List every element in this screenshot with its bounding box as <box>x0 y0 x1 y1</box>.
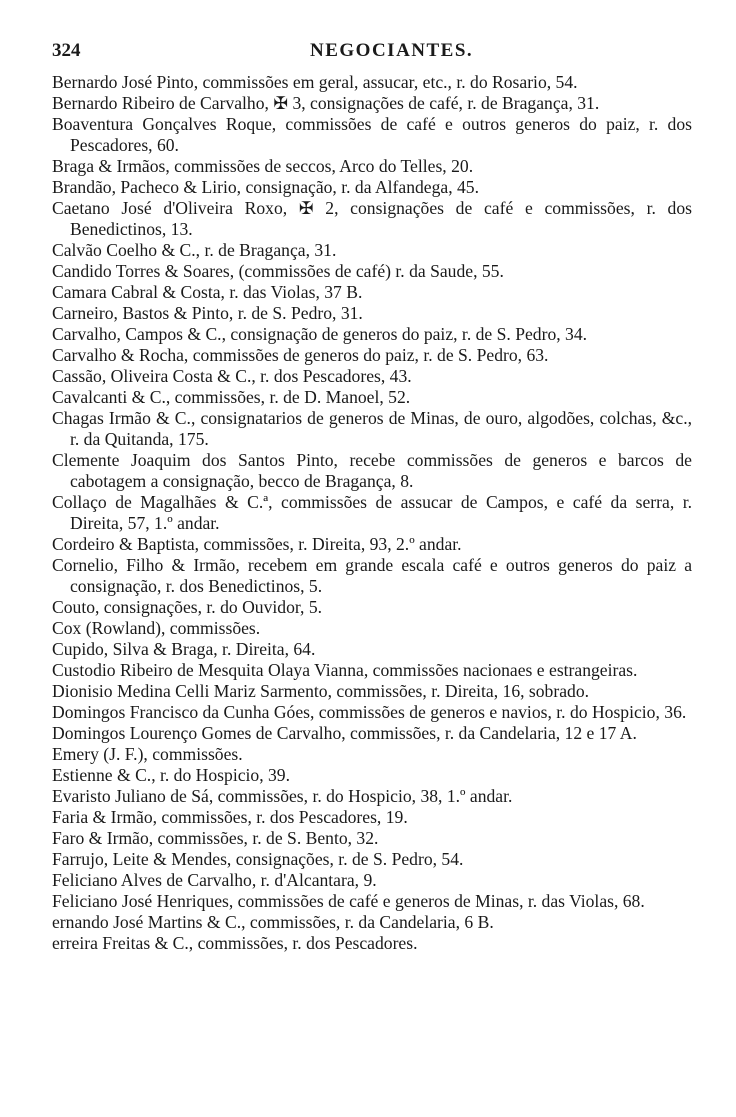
list-item: Cornelio, Filho & Irmão, recebem em grande escala café e outros generos do paiz a consignação, r. dos Benedictinos, 5. <box>52 555 692 596</box>
list-item: Evaristo Juliano de Sá, commissões, r. do Hospicio, 38, 1.º andar. <box>52 786 513 806</box>
list-item: Farrujo, Leite & Mendes, consignações, r. de S. Pedro, 54. <box>52 849 464 869</box>
list-item: Carvalho & Rocha, commissões de generos do paiz, r. de S. Pedro, 63. <box>52 345 549 365</box>
list-item: Emery (J. F.), commissões. <box>52 744 243 764</box>
list-item: Cavalcanti & C., commissões, r. de D. Manoel, 52. <box>52 387 411 407</box>
list-item: Calvão Coelho & C., r. de Bragança, 31. <box>52 240 337 260</box>
list-item: Clemente Joaquim dos Santos Pinto, recebe commissões de generos e barcos de cabotagem a consignação, becco de Bragança, 8. <box>52 450 692 491</box>
list-item: Candido Torres & Soares, (commissões de café) r. da Saude, 55. <box>52 261 504 281</box>
list-item: Faro & Irmão, commissões, r. de S. Bento, 32. <box>52 828 379 848</box>
list-item: Cordeiro & Baptista, commissões, r. Direita, 93, 2.º andar. <box>52 534 462 554</box>
list-item: Feliciano José Henriques, commissões de café e generos de Minas, r. das Violas, 68. <box>52 891 645 911</box>
merchant-list <box>52 72 692 954</box>
list-item: Carvalho, Campos & C., consignação de generos do paiz, r. de S. Pedro, 34. <box>52 324 588 344</box>
list-item: Braga & Irmãos, commissões de seccos, Arco do Telles, 20. <box>52 156 474 176</box>
list-item: Cassão, Oliveira Costa & C., r. dos Pescadores, 43. <box>52 366 412 386</box>
list-item: Camara Cabral & Costa, r. das Violas, 37 B. <box>52 282 363 302</box>
page-header <box>52 40 692 66</box>
list-item: Brandão, Pacheco & Lirio, consignação, r. da Alfandega, 45. <box>52 177 479 197</box>
list-item: Bernardo José Pinto, commissões em geral, assucar, etc., r. do Rosario, 54. <box>52 72 578 92</box>
list-item: Carneiro, Bastos & Pinto, r. de S. Pedro, 31. <box>52 303 363 323</box>
list-item: Cupido, Silva & Braga, r. Direita, 64. <box>52 639 316 659</box>
list-item: erreira Freitas & C., commissões, r. dos Pescadores. <box>52 933 418 953</box>
list-item: Custodio Ribeiro de Mesquita Olaya Vianna, commissões nacionaes e estrangeiras. <box>52 660 638 680</box>
list-item: Chagas Irmão & C., consignatarios de generos de Minas, de ouro, algodões, colchas, &c., r. da Quitanda, 175. <box>52 408 692 449</box>
list-item: Couto, consignações, r. do Ouvidor, 5. <box>52 597 323 617</box>
running-title: NEGOCIANTES. <box>310 40 474 61</box>
list-item: Bernardo Ribeiro de Carvalho, ✠ 3, consignações de café, r. de Bragança, 31. <box>52 93 600 113</box>
list-item: Cox (Rowland), commissões. <box>52 618 261 638</box>
list-item: Dionisio Medina Celli Mariz Sarmento, commissões, r. Direita, 16, sobrado. <box>52 681 590 701</box>
list-item: Boaventura Gonçalves Roque, commissões de café e outros generos do paiz, r. dos Pescadores, 60. <box>52 114 692 155</box>
page-number: 324 <box>52 40 81 61</box>
list-item: Feliciano Alves de Carvalho, r. d'Alcantara, 9. <box>52 870 377 890</box>
list-item: ernando José Martins & C., commissões, r. da Candelaria, 6 B. <box>52 912 494 932</box>
list-item: Faria & Irmão, commissões, r. dos Pescadores, 19. <box>52 807 408 827</box>
list-item: Domingos Francisco da Cunha Góes, commissões de generos e navios, r. do Hospicio, 36. <box>52 702 687 722</box>
list-item: Domingos Lourenço Gomes de Carvalho, commissões, r. da Candelaria, 12 e 17 A. <box>52 723 637 743</box>
list-item: Collaço de Magalhães & C.ª, commissões de assucar de Campos, e café da serra, r. Direita, 57, 1.º andar. <box>52 492 692 533</box>
list-item: Estienne & C., r. do Hospicio, 39. <box>52 765 290 785</box>
list-item: Caetano José d'Oliveira Roxo, ✠ 2, consignações de café e commissões, r. dos Benedictinos, 13. <box>52 198 692 239</box>
